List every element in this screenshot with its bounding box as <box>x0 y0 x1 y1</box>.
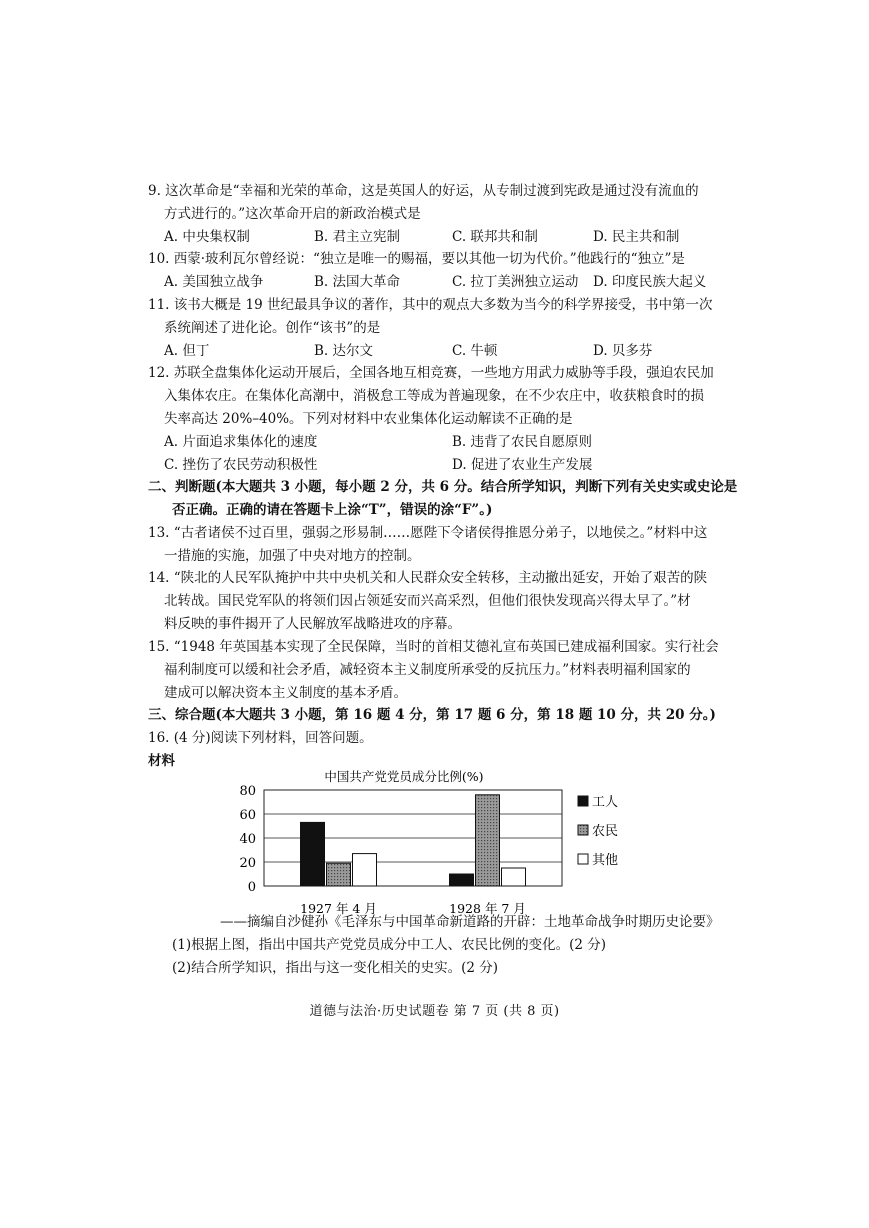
q14-stem-line1: 14. “陕北的人民军队掩护中共中央机关和人民群众安全转移，主动撤出延安，开始了艰苦的陕 <box>148 570 708 586</box>
q9-option-b: B. 君主立宪制 <box>314 229 401 245</box>
party-composition-bar-chart <box>220 768 690 916</box>
bar-农民-0 <box>327 863 351 886</box>
x-tick-label: 1928 年 7 月 <box>449 901 526 916</box>
legend-swatch-其他 <box>578 854 588 864</box>
q13-stem-line2: 一措施的实施，加强了中央对地方的控制。 <box>164 548 421 564</box>
bar-工人-1 <box>450 874 474 886</box>
q16-stem: 16. (4 分)阅读下列材料，回答问题。 <box>148 730 373 746</box>
y-tick-label: 80 <box>239 784 256 799</box>
section3-heading: 三、综合题(本大题共 3 小题，第 16 题 4 分，第 17 题 6 分，第 18 题 10 分，共 20 分。) <box>148 707 716 723</box>
bar-其他-0 <box>353 854 377 886</box>
q9-option-c: C. 联邦共和制 <box>452 229 538 245</box>
legend-swatch-农民 <box>578 825 588 835</box>
q10-option-a: A. 美国独立战争 <box>164 274 264 290</box>
q10-option-d: D. 印度民族大起义 <box>593 274 707 290</box>
q14-stem-line3: 料反映的事件揭开了人民解放军战略进攻的序幕。 <box>164 616 461 632</box>
q9-stem-line2: 方式进行的。”这次革命开启的新政治模式是 <box>164 206 421 222</box>
y-tick-label: 0 <box>247 880 256 895</box>
q16-subquestion-2: (2)结合所学知识，指出与这一变化相关的史实。(2 分) <box>172 960 499 976</box>
y-tick-label: 20 <box>239 856 256 871</box>
legend-label: 农民 <box>592 824 619 839</box>
q12-stem-line1: 12. 苏联全盘集体化运动开展后，全国各地互相竞赛，一些地方用武力威胁等手段，强迫农民加 <box>148 365 714 381</box>
bar-农民-1 <box>476 795 500 886</box>
q11-option-c: C. 牛顿 <box>452 343 498 359</box>
q15-stem-line1: 15. “1948 年英国基本实现了全民保障，当时的首相艾德礼宣布英国已建成福利国家。实行社会 <box>148 639 719 655</box>
q14-stem-line2: 北转战。国民党军队的将领们因占领延安而兴高采烈，但他们很快发现高兴得太早了。”材 <box>164 593 691 609</box>
q12-stem-line3: 失率高达 20%–40%。下列对材料中农业集体化运动解读不正确的是 <box>164 411 573 427</box>
q10-option-b: B. 法国大革命 <box>314 274 401 290</box>
q12-stem-line2: 入集体农庄。在集体化高潮中，消极怠工等成为普遍现象，在不少农庄中，收获粮食时的损 <box>164 388 704 404</box>
y-tick-label: 60 <box>239 808 256 823</box>
q11-stem-line1: 11. 该书大概是 19 世纪最具争议的著作，其中的观点大多数为当今的科学界接受，书中第一次 <box>148 297 713 313</box>
q12-option-d: D. 促进了农业生产发展 <box>452 457 593 473</box>
x-tick-label: 1927 年 4 月 <box>300 901 377 916</box>
q16-material-label: 材料 <box>148 753 175 769</box>
q10-option-c: C. 拉丁美洲独立运动 <box>452 274 579 290</box>
section2-heading-line2: 否正确。正确的请在答题卡上涂“T”，错误的涂“F”。) <box>172 502 493 518</box>
q11-option-a: A. 但丁 <box>164 343 210 359</box>
q10-stem-line1: 10. 西蒙·玻利瓦尔曾经说：“独立是唯一的赐福，要以其他一切为代价。”他践行的“独立”是 <box>148 251 685 267</box>
section2-heading-line1: 二、判断题(本大题共 3 小题，每小题 2 分，共 6 分。结合所学知识，判断下列有关史实或史论是 <box>148 479 738 495</box>
q11-option-b: B. 达尔文 <box>314 343 374 359</box>
q13-stem-line1: 13. “古者诸侯不过百里，强弱之形易制……愿陛下令诸侯得推恩分弟子，以地侯之。”材料中这 <box>148 525 708 541</box>
q9-option-a: A. 中央集权制 <box>164 229 250 245</box>
chart-title: 中国共产党党员成分比例(%) <box>324 769 484 784</box>
bar-工人-0 <box>301 822 325 886</box>
q16-source: ——摘编自沙健孙《毛泽东与中国革命新道路的开辟：土地革命战争时期历史论要》 <box>220 914 720 930</box>
q11-stem-line2: 系统阐述了进化论。创作“该书”的是 <box>164 320 381 336</box>
legend-swatch-工人 <box>578 796 588 806</box>
y-tick-label: 40 <box>239 832 256 847</box>
bar-其他-1 <box>502 868 526 886</box>
q9-stem-line1: 9. 这次革命是“幸福和光荣的革命，这是英国人的好运，从专制过渡到宪政是通过没有流血的 <box>148 183 699 199</box>
q12-option-a: A. 片面追求集体化的速度 <box>164 434 318 450</box>
q9-option-d: D. 民主共和制 <box>593 229 680 245</box>
legend-label: 其他 <box>592 853 619 868</box>
q11-option-d: D. 贝多芬 <box>593 343 653 359</box>
q15-stem-line2: 福利制度可以缓和社会矛盾，减轻资本主义制度所承受的反抗压力。”材料表明福利国家的 <box>164 662 691 678</box>
q16-subquestion-1: (1)根据上图，指出中国共产党党员成分中工人、农民比例的变化。(2 分) <box>172 937 607 953</box>
q12-option-c: C. 挫伤了农民劳动积极性 <box>164 457 318 473</box>
page-footer: 道德与法治·历史试题卷 第 7 页 (共 8 页) <box>309 1004 560 1019</box>
q12-option-b: B. 违背了农民自愿原则 <box>452 434 593 450</box>
q15-stem-line3: 建成可以解决资本主义制度的基本矛盾。 <box>164 685 407 701</box>
legend-label: 工人 <box>592 795 619 810</box>
